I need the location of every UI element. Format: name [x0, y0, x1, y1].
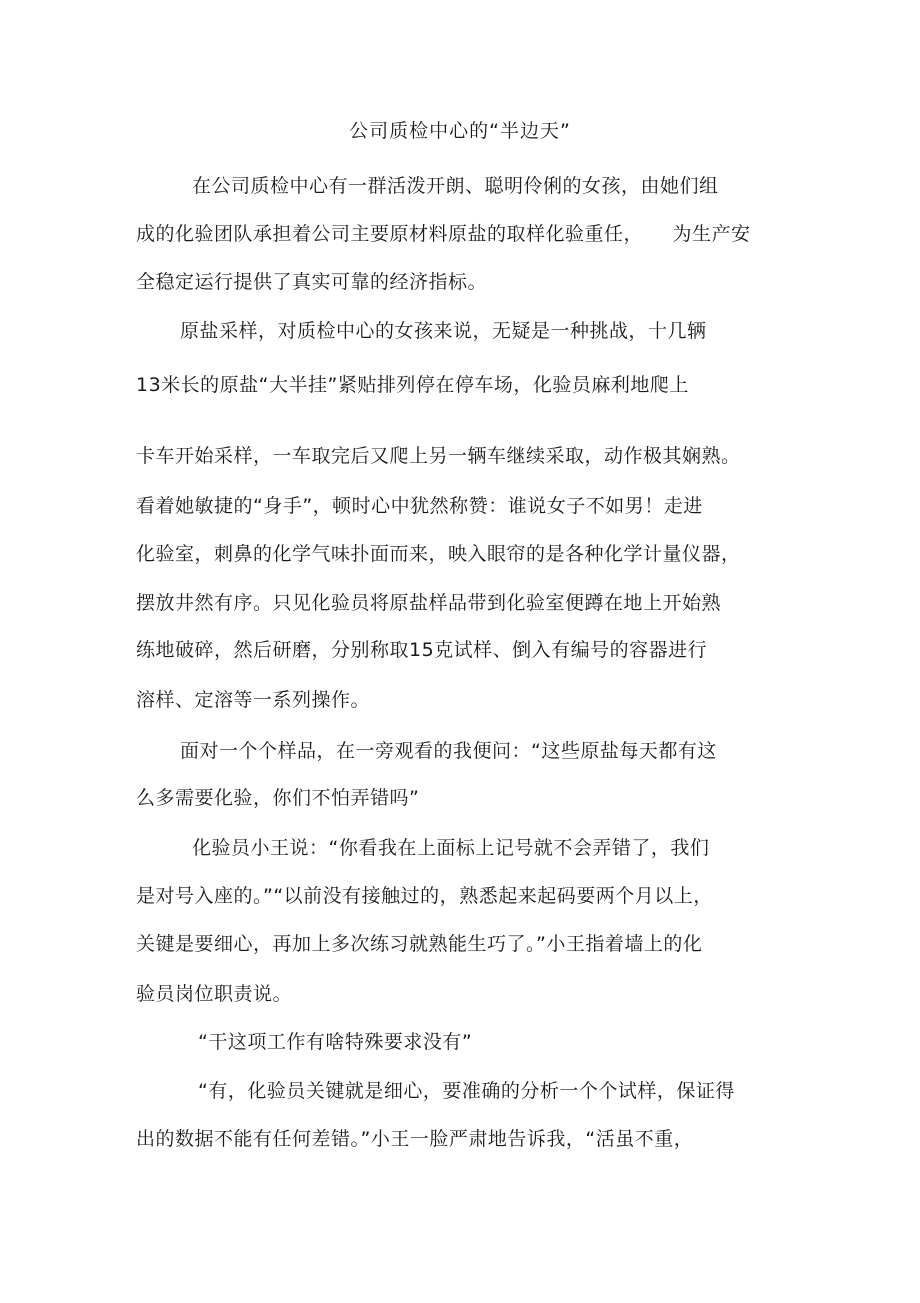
paragraph-line: 么多需要化验，你们不怕弄错吗”: [136, 787, 420, 809]
paragraph-line: 出的数据不能有任何差错。”小王一脸严肃地告诉我，“活虽不重，: [136, 1128, 694, 1150]
paragraph-line: 化验员小王说：“你看我在上面标上记号就不会弄错了，我们: [192, 837, 710, 859]
paragraph-line: 卡车开始采样，一车取完后又爬上另一辆车继续采取，动作极其娴熟。: [136, 445, 741, 467]
paragraph-line: 13米长的原盐“大半挂”紧贴排列停在停车场，化验员麻利地爬上: [136, 374, 689, 396]
paragraph-line: 练地破碎，然后研磨，分别称取15克试样、倒入有编号的容器进行: [136, 639, 708, 661]
paragraph-line: 在公司质检中心有一群活泼开朗、聪明伶俐的女孩，由她们组: [192, 175, 719, 197]
paragraph-line: 化验室，刺鼻的化学气味扑面而来，映入眼帘的是各种化学计量仪器，: [136, 543, 741, 565]
paragraph-line: 是对号入座的。”“以前没有接触过的，熟悉起来起码要两个月以上，: [136, 885, 713, 907]
paragraph-line: 全稳定运行提供了真实可靠的经济指标。: [136, 271, 488, 293]
document-title: 公司质检中心的“半边天”: [349, 120, 571, 142]
paragraph-line: 关键是要细心，再加上多次练习就熟能生巧了。”小王指着墙上的化: [136, 933, 703, 955]
paragraph-line: 面对一个个样品，在一旁观看的我便问：“这些原盐每天都有这: [180, 740, 717, 762]
paragraph-line: 溶样、定溶等一系列操作。: [136, 689, 371, 711]
paragraph-line: 看着她敏捷的“身手”，顿时心中犹然称赞：谁说女子不如男！走进: [136, 495, 703, 517]
paragraph-line: “干这项工作有啥特殊要求没有”: [198, 1031, 473, 1053]
paragraph-line: 摆放井然有序。只见化验员将原盐样品带到化验室便蹲在地上开始熟: [136, 592, 722, 614]
paragraph-line: 验员岗位职责说。: [136, 983, 293, 1005]
paragraph-line: 原盐采样，对质检中心的女孩来说，无疑是一种挑战，十几辆: [180, 320, 707, 342]
paragraph-line: 成的化验团队承担着公司主要原材料原盐的取样化验重任， 为生产安: [136, 223, 751, 245]
paragraph-line: “有，化验员关键就是细心，要准确的分析一个个试样，保证得: [198, 1080, 735, 1102]
